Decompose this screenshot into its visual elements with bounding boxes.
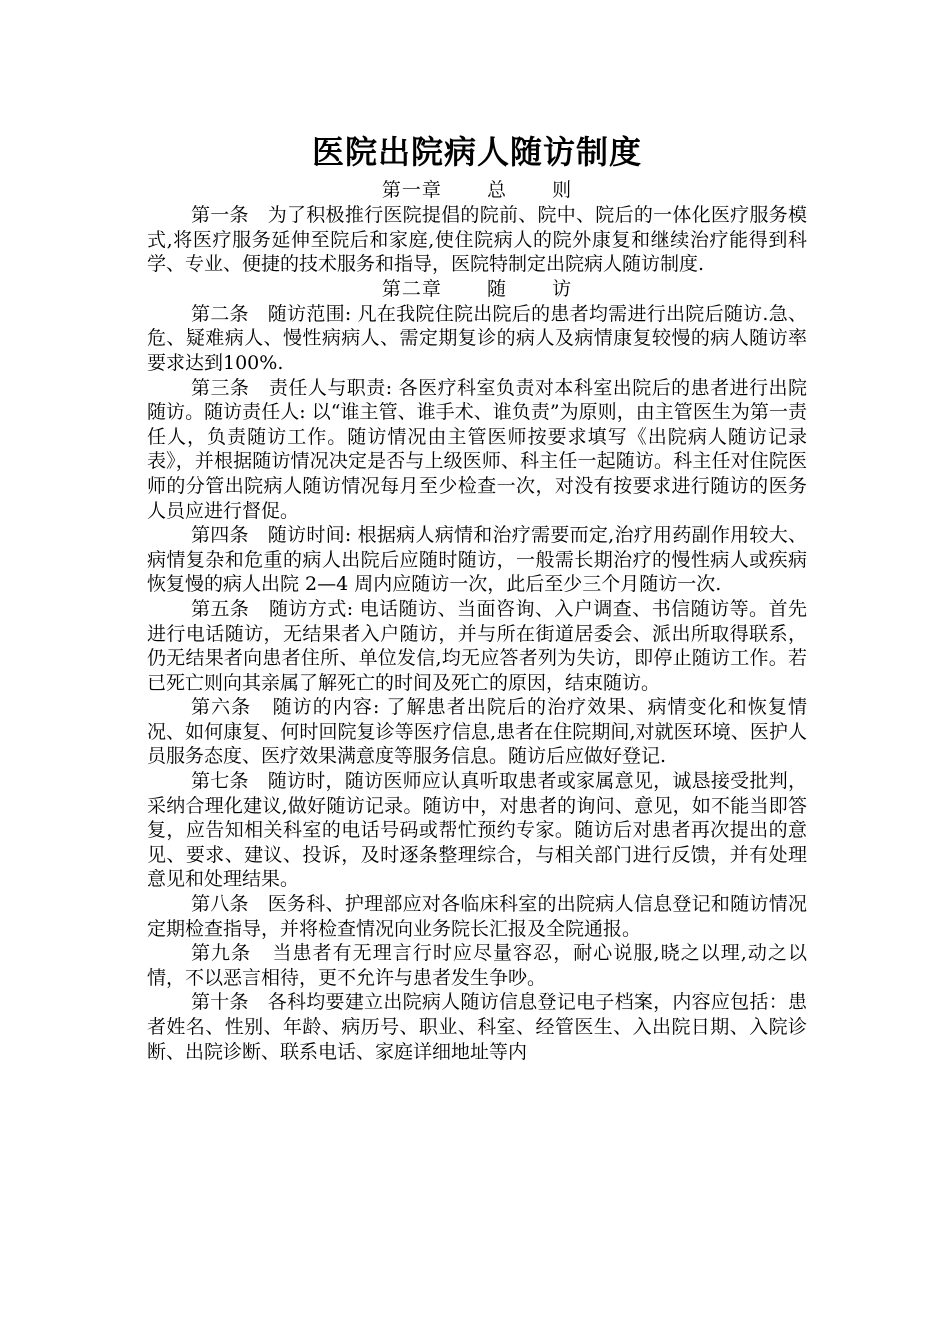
article-5 <box>147 597 807 695</box>
document-page <box>147 128 807 1064</box>
article-text: 随访的内容: 了解患者出院后的治疗效果、病情变化和恢复情况、如何康复、何时回院复诊等医疗信息,患者在住院期间,对就医环境、医护人员服务态度、医疗效果满意度等服务信息。随访后应做好登记. <box>147 696 807 768</box>
article-label: 第十条 <box>191 991 249 1014</box>
article-text: 为了积极推行医院提倡的院前、院中、院后的一体化医疗服务模式,将医疗服务延伸至院后和家庭,使住院病人的院外康复和继续治疗能得到科学、专业、便捷的技术服务和指导，医院特制定出院病人随访制度. <box>147 204 807 276</box>
document-title: 医院出院病人随访制度 <box>311 133 642 171</box>
article-label: 第一条 <box>191 204 249 226</box>
article-label: 第四条 <box>191 524 249 547</box>
article-label: 第五条 <box>191 597 250 620</box>
article-4 <box>147 523 807 597</box>
article-text: 随访时间: 根据病人病情和治疗需要而定,治疗用药副作用较大、病情复杂和危重的病人出院后应随时随访，一般需长期治疗的慢性病人或疾病恢复慢的病人出院 2—4 周内应随访一次，此后至少三个月随访一次. <box>147 524 807 596</box>
article-text: 各科均要建立出院病人随访信息登记电子档案，内容应包括：患者姓名、性别、年龄、病历号、职业、科室、经管医生、入出院日期、入院诊断、出院诊断、联系电话、家庭详细地址等内 <box>147 991 807 1063</box>
chapter-heading: 第一章 总 则 <box>381 179 573 201</box>
article-1 <box>147 203 807 277</box>
article-3 <box>147 376 807 524</box>
article-text: 责任人与职责: 各医疗科室负责对本科室出院后的患者进行出院随访。随访责任人: 以“谁主管、谁手术、谁负责”为原则，由主管医生为第一责任人，负责随访工作。随访情况由主管医师按要求填写《出院病人随访记录表》，并根据随访情况决定是否与上级医师、科主任一起随访。科主任对住院医师的分管出院病人随访情况每月至少检查一次，对没有按要求进行随访的医务人员应进行督促。 <box>147 376 807 522</box>
article-text: 当患者有无理言行时应尽量容忍，耐心说服,晓之以理,动之以情，不以恶言相待，更不允许与患者发生争吵。 <box>147 942 807 989</box>
article-text: 随访时，随访医师应认真听取患者或家属意见，诚恳接受批判，采纳合理化建议,做好随访记录。随访中，对患者的询问、意见，如不能当即答复，应告知相关科室的电话号码或帮忙预约专家。随访后对患者再次提出的意见、要求、建议、投诉，及时逐条整理综合，与相关部门进行反馈，并有处理意见和处理结果。 <box>147 770 807 891</box>
article-7 <box>147 769 807 892</box>
article-label: 第六条 <box>191 696 252 719</box>
article-8 <box>147 892 807 941</box>
chapter-heading: 第二章 随 访 <box>381 277 573 300</box>
article-label: 第七条 <box>191 770 249 793</box>
article-2 <box>147 302 807 376</box>
article-6 <box>147 695 807 769</box>
article-text: 随访方式: 电话随访、当面咨询、入户调查、书信随访等。首先进行电话随访，无结果者入户随访，并与所在街道居委会、派出所取得联系，仍无结果者向患者住所、单位发信,均无应答者列为失访，即停止随访工作。若已死亡则向其亲属了解死亡的时间及死亡的原因，结束随访。 <box>147 597 807 694</box>
article-label: 第三条 <box>191 376 250 399</box>
article-text: 随访范围: 凡在我院住院出院后的患者均需进行出院后随访.急、危、疑难病人、慢性病病人、需定期复诊的病人及病情康复较慢的病人随访率要求达到100%. <box>147 302 807 374</box>
article-9 <box>147 941 807 990</box>
article-text: 医务科、护理部应对各临床科室的出院病人信息登记和随访情况定期检查指导，并将检查情况向业务院长汇报及全院通报。 <box>147 893 807 940</box>
article-10 <box>147 990 807 1064</box>
article-label: 第二条 <box>191 302 249 325</box>
article-label: 第九条 <box>191 942 252 965</box>
article-label: 第八条 <box>191 893 249 916</box>
